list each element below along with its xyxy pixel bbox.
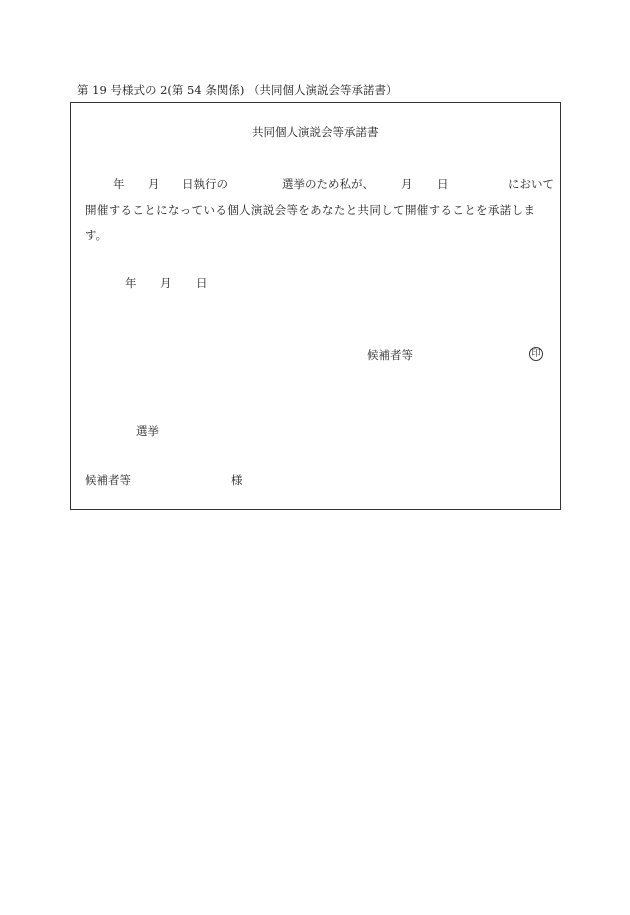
seal-icon: 印 [529, 347, 543, 361]
date-year-label: 年 [125, 276, 137, 290]
date-day-label: 日 [196, 276, 208, 290]
recipient-candidate-label: 候補者等 [85, 473, 131, 487]
election-purpose-text: 選挙のため私が、 [282, 177, 374, 191]
consent-body-text: 開催することになっている個人演説会等をあなたと共同して開催することを承諾しま [85, 203, 536, 217]
form-number-heading: 第 19 号様式の 2(第 54 条関係) （共同個人演説会等承諾書） [77, 83, 398, 97]
consent-body-text-end: す。 [85, 228, 108, 242]
execution-year-label: 年 [113, 177, 125, 191]
signer-label: 候補者等 [367, 348, 413, 362]
recipient-election-label: 選挙 [136, 424, 159, 438]
date-month-label: 月 [160, 276, 172, 290]
form-frame [70, 102, 561, 510]
meeting-month-label: 月 [401, 177, 413, 191]
meeting-day-label: 日 [437, 177, 449, 191]
location-particle-text: において [508, 177, 554, 191]
execution-day-label: 日執行の [182, 177, 228, 191]
recipient-honorific: 様 [231, 473, 243, 487]
execution-month-label: 月 [148, 177, 160, 191]
document-title: 共同個人演説会等承諾書 [252, 125, 379, 139]
